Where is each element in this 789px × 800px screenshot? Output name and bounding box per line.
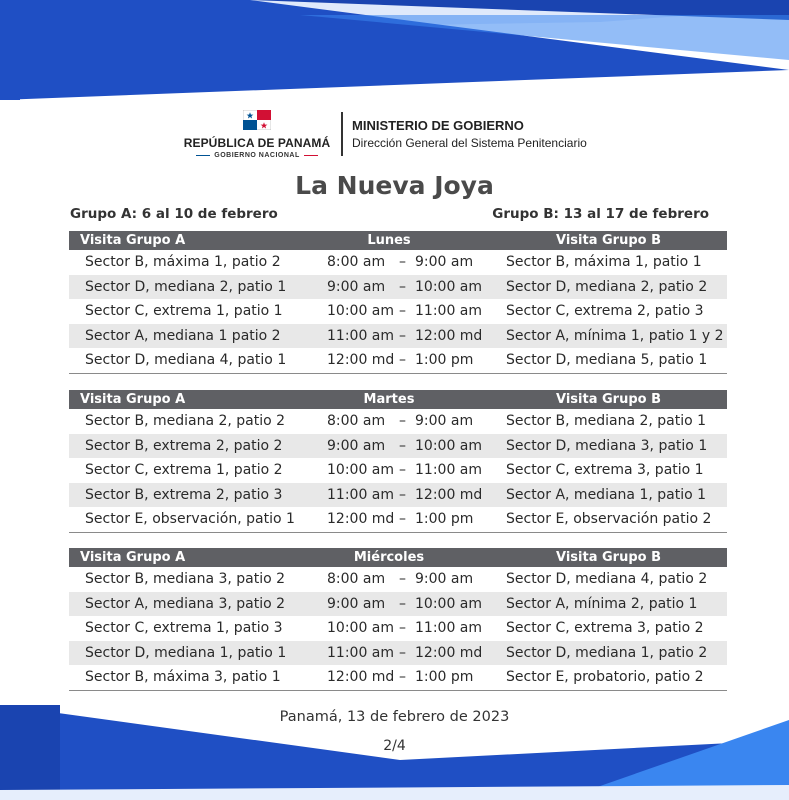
table-bottom-rule <box>69 373 727 374</box>
time-dash: – <box>399 669 406 685</box>
time-dash: – <box>399 462 406 478</box>
header-divider <box>341 112 343 156</box>
column-group-b: Visita Grupo B <box>556 550 662 565</box>
column-day: Martes <box>363 392 415 407</box>
page-title: La Nueva Joya <box>295 171 494 200</box>
time-dash: – <box>399 644 406 661</box>
sector-b: Sector C, extrema 3, patio 2 <box>506 620 704 636</box>
table-row <box>69 483 727 508</box>
gobierno-nacional: GOBIERNO NACIONAL <box>214 152 300 159</box>
time-dash: – <box>399 327 406 344</box>
start-time: 10:00 am <box>327 620 395 636</box>
time-dash: – <box>399 352 406 368</box>
table-row <box>69 567 727 592</box>
sector-a: Sector D, mediana 2, patio 1 <box>85 278 287 295</box>
table-header <box>69 231 727 250</box>
header <box>0 110 789 162</box>
start-time: 11:00 am <box>327 486 395 503</box>
gobierno-row <box>183 152 331 159</box>
start-time: 9:00 am <box>327 278 386 295</box>
table-bottom-rule <box>69 532 727 533</box>
sector-b: Sector D, mediana 2, patio 2 <box>506 278 708 295</box>
start-time: 10:00 am <box>327 303 395 319</box>
republica-title: REPÚBLICA DE PANAMÁ <box>183 136 331 150</box>
group-b-label: Grupo B: 13 al 17 de febrero <box>492 206 709 222</box>
time-dash: – <box>399 437 406 454</box>
sector-b: Sector C, extrema 2, patio 3 <box>506 303 704 319</box>
start-time: 12:00 md <box>327 669 395 685</box>
table-row <box>69 324 727 349</box>
end-time: 11:00 am <box>415 462 483 478</box>
footer-date: Panamá, 13 de febrero de 2023 <box>279 709 510 725</box>
top-decorative-band <box>0 0 789 110</box>
republica-logo <box>183 110 331 159</box>
time-dash: – <box>399 595 406 612</box>
time-dash: – <box>399 278 406 295</box>
column-group-a: Visita Grupo A <box>80 392 186 407</box>
table-header <box>69 548 727 567</box>
sector-b: Sector A, mínima 2, patio 1 <box>506 595 698 612</box>
sector-b: Sector C, extrema 3, patio 1 <box>506 462 704 478</box>
bottom-decorative-band <box>0 700 789 800</box>
start-time: 12:00 md <box>327 352 395 368</box>
start-time: 8:00 am <box>327 413 386 429</box>
table-header <box>69 390 727 409</box>
time-dash: – <box>399 511 406 527</box>
column-day: Miércoles <box>353 550 425 565</box>
sector-a: Sector B, máxima 3, patio 1 <box>85 669 281 685</box>
sector-b: Sector D, mediana 3, patio 1 <box>506 437 708 454</box>
column-group-a: Visita Grupo A <box>80 550 186 565</box>
schedule-table-miercoles <box>69 548 727 691</box>
schedule-table-lunes <box>69 231 727 374</box>
blue-line <box>196 155 210 157</box>
sector-a: Sector C, extrema 1, patio 1 <box>85 303 283 319</box>
group-a-label: Grupo A: 6 al 10 de febrero <box>70 206 278 222</box>
time-dash: – <box>399 303 406 319</box>
start-time: 11:00 am <box>327 644 395 661</box>
time-dash: – <box>399 486 406 503</box>
end-time: 1:00 pm <box>415 511 474 527</box>
column-day: Lunes <box>367 233 411 248</box>
end-time: 10:00 am <box>415 595 483 612</box>
sector-b: Sector B, máxima 1, patio 1 <box>506 254 702 270</box>
end-time: 12:00 md <box>415 644 483 661</box>
end-time: 12:00 md <box>415 486 483 503</box>
time-dash: – <box>399 571 406 587</box>
sector-b: Sector D, mediana 5, patio 1 <box>506 352 708 368</box>
sector-a: Sector B, mediana 3, patio 2 <box>85 571 286 587</box>
table-row <box>69 434 727 459</box>
sector-a: Sector A, mediana 3, patio 2 <box>85 595 286 612</box>
end-time: 12:00 md <box>415 327 483 344</box>
sector-b: Sector A, mínima 1, patio 1 y 2 <box>506 327 724 344</box>
end-time: 9:00 am <box>415 413 474 429</box>
page-number: 2/4 <box>383 738 406 754</box>
sector-b: Sector A, mediana 1, patio 1 <box>506 486 707 503</box>
panama-flag-icon <box>243 110 271 130</box>
end-time: 1:00 pm <box>415 669 474 685</box>
sector-a: Sector D, mediana 1, patio 1 <box>85 644 287 661</box>
time-dash: – <box>399 620 406 636</box>
sector-b: Sector E, observación patio 2 <box>506 511 712 527</box>
table-row <box>69 641 727 666</box>
time-dash: – <box>399 254 406 270</box>
sector-a: Sector B, extrema 2, patio 2 <box>85 437 283 454</box>
start-time: 12:00 md <box>327 511 395 527</box>
start-time: 8:00 am <box>327 571 386 587</box>
end-time: 1:00 pm <box>415 352 474 368</box>
start-time: 8:00 am <box>327 254 386 270</box>
end-time: 10:00 am <box>415 278 483 295</box>
ministry-name: MINISTERIO DE GOBIERNO <box>352 118 524 133</box>
sector-a: Sector B, máxima 1, patio 2 <box>85 254 281 270</box>
sector-a: Sector D, mediana 4, patio 1 <box>85 352 287 368</box>
table-row <box>69 275 727 300</box>
time-dash: – <box>399 413 406 429</box>
end-time: 9:00 am <box>415 254 474 270</box>
end-time: 11:00 am <box>415 620 483 636</box>
table-row <box>69 616 727 641</box>
red-line <box>304 155 318 157</box>
end-time: 11:00 am <box>415 303 483 319</box>
start-time: 9:00 am <box>327 595 386 612</box>
end-time: 9:00 am <box>415 571 474 587</box>
table-row <box>69 409 727 434</box>
schedule-table-martes <box>69 390 727 533</box>
sector-b: Sector D, mediana 1, patio 2 <box>506 644 708 661</box>
column-group-a: Visita Grupo A <box>80 233 186 248</box>
table-row <box>69 458 727 483</box>
start-time: 11:00 am <box>327 327 395 344</box>
table-row <box>69 592 727 617</box>
table-row <box>69 250 727 275</box>
table-bottom-rule <box>69 690 727 691</box>
end-time: 10:00 am <box>415 437 483 454</box>
sector-a: Sector C, extrema 1, patio 3 <box>85 620 283 636</box>
sector-a: Sector B, mediana 2, patio 2 <box>85 413 286 429</box>
table-row <box>69 507 727 532</box>
sector-a: Sector B, extrema 2, patio 3 <box>85 486 283 503</box>
start-time: 10:00 am <box>327 462 395 478</box>
sector-a: Sector C, extrema 1, patio 2 <box>85 462 283 478</box>
table-row <box>69 665 727 690</box>
sector-b: Sector B, mediana 2, patio 1 <box>506 413 707 429</box>
sector-b: Sector E, probatorio, patio 2 <box>506 669 704 685</box>
sector-b: Sector D, mediana 4, patio 2 <box>506 571 708 587</box>
ministry-block <box>352 118 587 150</box>
table-row <box>69 348 727 373</box>
sector-a: Sector A, mediana 1 patio 2 <box>85 327 281 344</box>
sector-a: Sector E, observación, patio 1 <box>85 511 295 527</box>
column-group-b: Visita Grupo B <box>556 392 662 407</box>
ministry-subtitle: Dirección General del Sistema Penitenciario <box>352 136 587 150</box>
table-row <box>69 299 727 324</box>
start-time: 9:00 am <box>327 437 386 454</box>
column-group-b: Visita Grupo B <box>556 233 662 248</box>
